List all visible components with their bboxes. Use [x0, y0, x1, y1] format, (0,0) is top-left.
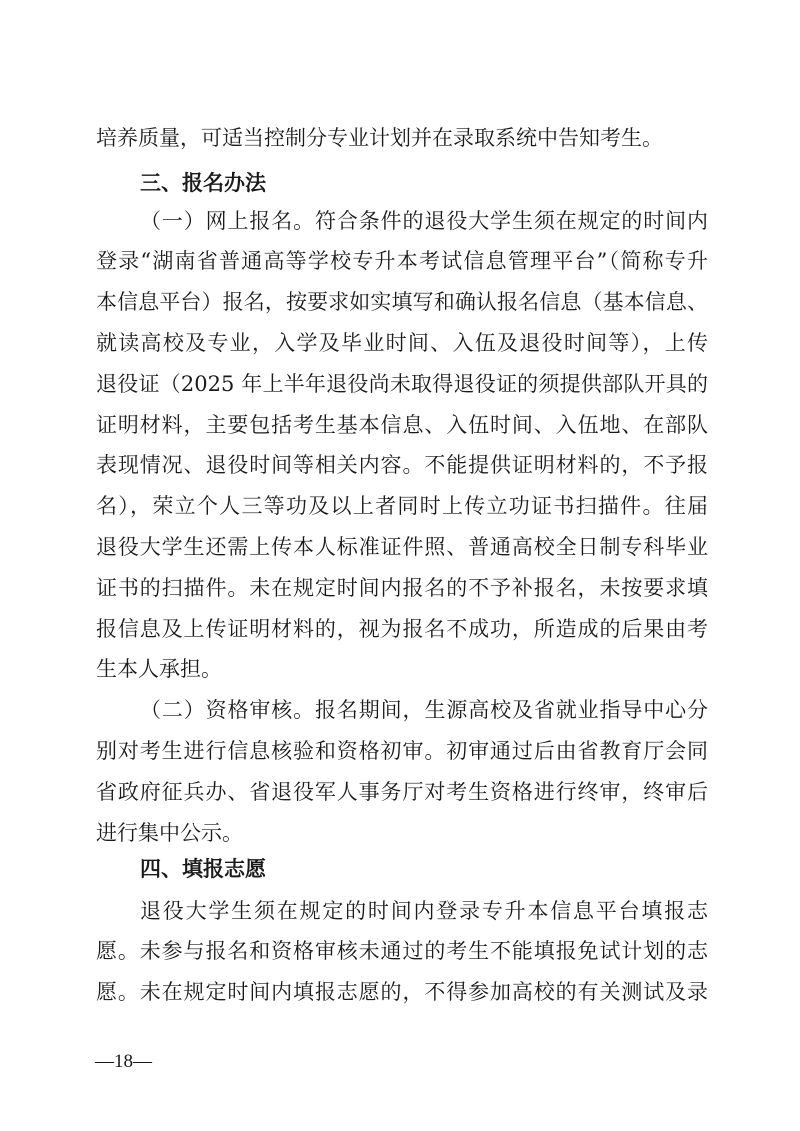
page-number: —18—: [95, 1051, 152, 1072]
paragraph-line: 进行集中公示。: [96, 821, 243, 845]
paragraph-line: 证书的扫描件。未在规定时间内报名的不予补报名，未按要求填: [96, 576, 708, 600]
paragraph-line: 愿。未参与报名和资格审核未通过的考生不能填报免试计划的志: [96, 939, 708, 963]
paragraph-line: 生本人承担。: [96, 657, 222, 681]
paragraph-line: 登录“湖南省普通高等学校专升本考试信息管理平台”（简称专升: [96, 249, 708, 273]
paragraph-line: 退役大学生还需上传本人标准证件照、普通高校全日制专科毕业: [96, 535, 708, 559]
paragraph-line: 证明材料，主要包括考生基本信息、入伍时间、入伍地、在部队: [96, 413, 708, 437]
paragraph-line: （二）资格审核。报名期间，生源高校及省就业指导中心分: [140, 698, 708, 722]
paragraph-line: 就读高校及专业，入学及毕业时间、入伍及退役时间等），上传: [96, 331, 708, 355]
paragraph-line: 省政府征兵办、省退役军人事务厅对考生资格进行终审，终审后: [96, 780, 708, 804]
paragraph-line: 本信息平台）报名，按要求如实填写和确认报名信息（基本信息、: [96, 290, 708, 314]
paragraph-line: 名），荣立个人三等功及以上者同时上传立功证书扫描件。往届: [96, 494, 708, 518]
paragraph-line: 退役证（2025 年上半年退役尚未取得退役证的须提供部队开具的: [96, 372, 708, 396]
section-heading-registration: 三、报名办法: [140, 171, 266, 195]
paragraph-line: 培养质量，可适当控制分专业计划并在录取系统中告知考生。: [96, 126, 663, 150]
section-heading-preferences: 四、填报志愿: [140, 857, 266, 881]
paragraph-line: 愿。未在规定时间内填报志愿的，不得参加高校的有关测试及录: [96, 980, 708, 1004]
paragraph-line: （一）网上报名。符合条件的退役大学生须在规定的时间内: [140, 209, 708, 233]
paragraph-line: 退役大学生须在规定的时间内登录专升本信息平台填报志: [140, 899, 708, 923]
paragraph-line: 报信息及上传证明材料的，视为报名不成功，所造成的后果由考: [96, 617, 708, 641]
paragraph-line: 别对考生进行信息核验和资格初审。初审通过后由省教育厅会同: [96, 739, 708, 763]
paragraph-line: 表现情况、退役时间等相关内容。不能提供证明材料的，不予报: [96, 453, 708, 477]
